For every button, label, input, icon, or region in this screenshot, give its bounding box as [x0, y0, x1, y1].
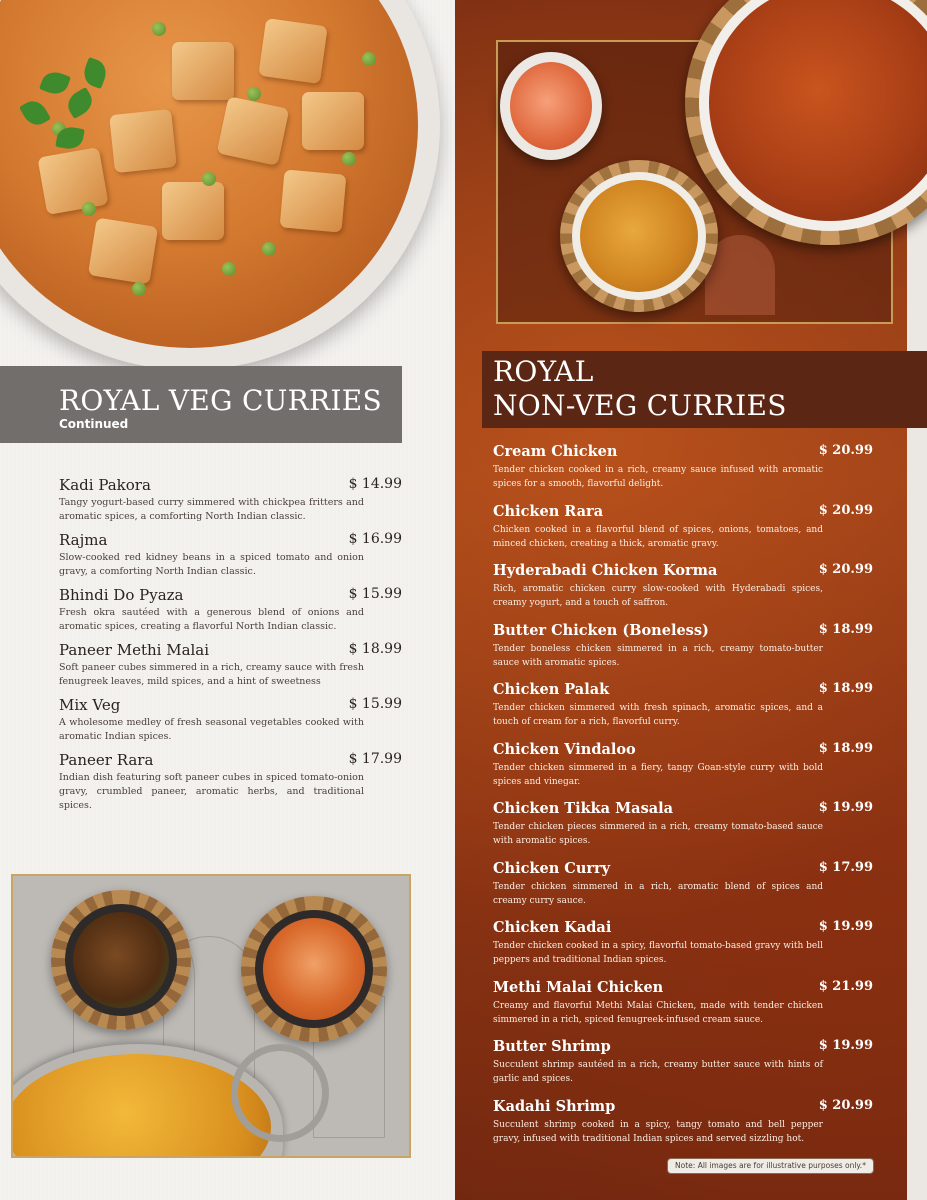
item-description: Succulent shrimp sautéed in a rich, creamy butter sauce with hints of garlic and spices.	[493, 1060, 823, 1084]
item-price: $ 18.99	[818, 740, 873, 756]
non-veg-menu-list	[493, 443, 873, 1157]
item-name: Butter Chicken (Boneless)	[493, 621, 709, 639]
right-page	[455, 0, 927, 1200]
item-price: $ 18.99	[818, 681, 873, 696]
item-price: $ 15.99	[348, 586, 402, 602]
item-description: Tender chicken pieces simmered in a rich, creamy tomato-based sauce with aromatic spices.	[493, 822, 823, 846]
item-price: $ 15.99	[348, 696, 402, 712]
chicken-dish-image	[560, 160, 718, 312]
item-price: $ 19.99	[818, 800, 873, 815]
item-description: Creamy and flavorful Methi Malai Chicken, made with tender chicken simmered in a rich, spiced fenugreek-infused cream sauce.	[493, 1000, 823, 1025]
item-name: Rajma	[59, 531, 108, 549]
veg-menu-item	[59, 641, 402, 696]
veg-menu-item	[59, 476, 402, 531]
item-description: Chicken cooked in a flavorful blend of spices, onions, tomatoes, and minced chicken, creating a thick, aromatic gravy.	[493, 524, 823, 549]
item-name: Chicken Palak	[493, 681, 610, 698]
non-veg-menu-item	[493, 919, 873, 979]
item-name: Chicken Curry	[493, 859, 611, 877]
item-price: $ 19.99	[818, 919, 873, 934]
item-description: Tender boneless chicken simmered in a rich, creamy tomato-butter sauce with aromatic spices.	[493, 643, 823, 668]
non-veg-menu-item	[493, 1038, 873, 1098]
non-veg-menu-item	[493, 681, 873, 741]
item-name: Mix Veg	[59, 696, 121, 714]
item-name: Bhindi Do Pyaza	[59, 586, 184, 604]
item-price: $ 17.99	[818, 859, 873, 875]
item-description: Tangy yogurt-based curry simmered with chickpea fritters and aromatic spices, a comforting North Indian classic.	[59, 497, 364, 522]
illustrative-note: Note: All images are for illustrative purposes only.*	[667, 1158, 874, 1174]
item-name: Chicken Rara	[493, 502, 604, 520]
shrimp-dish-image	[500, 52, 602, 160]
left-page	[0, 0, 455, 1200]
non-veg-section-title	[493, 355, 787, 423]
item-name: Kadahi Shrimp	[493, 1097, 616, 1115]
item-name: Paneer Rara	[59, 751, 154, 769]
veg-menu-item	[59, 586, 402, 641]
veg-menu-item	[59, 696, 402, 751]
item-price: $ 18.99	[818, 621, 873, 637]
item-price: $ 18.99	[348, 641, 402, 657]
veg-dishes-photo	[11, 874, 411, 1158]
item-description: Indian dish featuring soft paneer cubes in spiced tomato-onion gravy, crumbled paneer, aromatic herbs, and traditional spices.	[59, 772, 364, 811]
item-description: Slow-cooked red kidney beans in a spiced tomato and onion gravy, a comforting North Indian classic.	[59, 552, 364, 577]
item-price: $ 20.99	[818, 1097, 873, 1113]
item-description: Tender chicken simmered in a rich, aromatic blend of spices and creamy curry sauce.	[493, 881, 823, 906]
item-price: $ 20.99	[818, 562, 873, 577]
non-veg-menu-item	[493, 562, 873, 622]
title-line-2: NON-VEG CURRIES	[493, 389, 787, 422]
non-veg-menu-item	[493, 503, 873, 563]
item-description: A wholesome medley of fresh seasonal vegetables cooked with aromatic Indian spices.	[59, 717, 364, 742]
non-veg-menu-item	[493, 979, 873, 1039]
non-veg-menu-item	[493, 741, 873, 801]
item-description: Tender chicken simmered in a fiery, tangy Goan-style curry with bold spices and vinegar.	[493, 762, 823, 787]
non-veg-menu-item	[493, 1098, 873, 1158]
item-price: $ 19.99	[818, 1038, 873, 1053]
item-name: Paneer Methi Malai	[59, 641, 210, 659]
item-name: Kadi Pakora	[59, 476, 151, 494]
item-name: Chicken Tikka Masala	[493, 800, 674, 817]
item-description: Tender chicken cooked in a spicy, flavorful tomato-based gravy with bell peppers and traditional Indian spices.	[493, 941, 823, 965]
item-price: $ 20.99	[818, 502, 873, 518]
item-name: Chicken Kadai	[493, 919, 612, 936]
butter-chicken-dish-image	[241, 896, 387, 1042]
veg-menu-item	[59, 751, 402, 811]
item-name: Butter Shrimp	[493, 1038, 611, 1055]
item-price: $ 14.99	[348, 476, 402, 492]
veg-section-subtitle: Continued	[59, 417, 129, 431]
veg-menu-item	[59, 531, 402, 586]
item-price: $ 16.99	[348, 531, 402, 547]
item-description: Soft paneer cubes simmered in a rich, creamy sauce with fresh fenugreek leaves, mild spices, and a hint of sweetness	[59, 662, 364, 687]
item-name: Chicken Vindaloo	[493, 740, 636, 758]
item-description: Tender chicken cooked in a rich, creamy sauce infused with aromatic spices for a smooth, flavorful delight.	[493, 465, 823, 489]
item-description: Fresh okra sautéed with a generous blend of onions and aromatic spices, creating a flavorful North Indian classic.	[59, 607, 364, 632]
item-description: Rich, aromatic chicken curry slow-cooked with Hyderabadi spices, creamy yogurt, and a touch of saffron.	[493, 584, 823, 608]
item-name: Methi Malai Chicken	[493, 978, 664, 996]
item-price: $ 17.99	[348, 751, 402, 767]
non-veg-menu-item	[493, 443, 873, 503]
non-veg-menu-item	[493, 800, 873, 860]
item-description: Succulent shrimp cooked in a spicy, tangy tomato and bell pepper gravy, infused with traditional Indian spices and served sizzling hot.	[493, 1119, 823, 1144]
okra-dish-image	[51, 890, 191, 1030]
title-line-1: ROYAL	[493, 355, 594, 388]
item-price: $ 20.99	[818, 443, 873, 458]
veg-section-title: ROYAL VEG CURRIES	[59, 384, 382, 417]
veg-menu-list	[59, 476, 402, 811]
item-description: Tender chicken simmered with fresh spinach, aromatic spices, and a touch of cream for a rich, flavorful curry.	[493, 703, 823, 727]
paneer-curry-bowl-image	[0, 0, 440, 370]
non-veg-menu-item	[493, 622, 873, 682]
item-name: Cream Chicken	[493, 443, 618, 460]
non-veg-menu-item	[493, 860, 873, 920]
item-price: $ 21.99	[818, 978, 873, 994]
item-name: Hyderabadi Chicken Korma	[493, 562, 718, 579]
